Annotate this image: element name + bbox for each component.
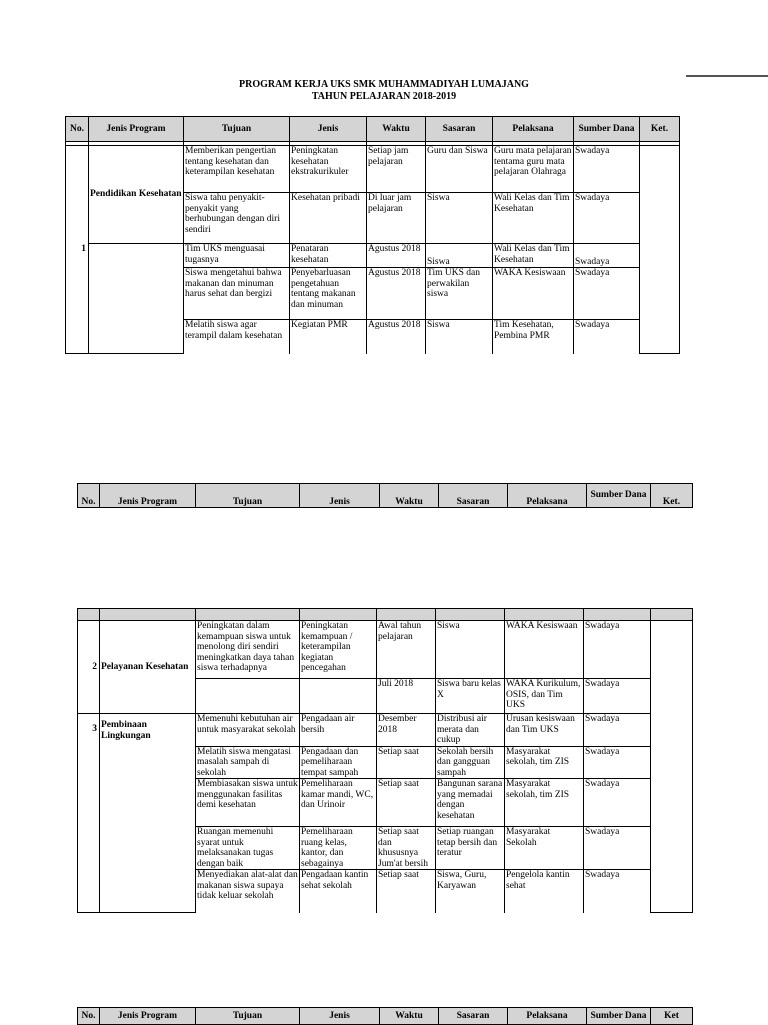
cell-waktu: Agustus 2018 <box>367 268 426 320</box>
cell-sumber: Swadaya <box>584 827 651 870</box>
col-header-waktu: Waktu <box>367 117 426 142</box>
cell-jenis <box>300 679 377 714</box>
col-header-tujuan: Tujuan <box>196 1008 300 1025</box>
cell-waktu: Setiap saat <box>377 779 436 827</box>
program-table-1 <box>65 116 680 354</box>
cell-pelaksana: Pengelola kantin sehat <box>505 870 584 913</box>
table-header-row <box>66 117 680 142</box>
col-header-no: No. <box>78 1008 100 1025</box>
cell-pelaksana: Tim Kesehatan, Pembina PMR <box>493 320 574 354</box>
cell-waktu: Awal tahun pelajaran <box>377 621 436 679</box>
cell-jenis: Pemeliharaan ruang kelas, kantor, dan sebagainya <box>300 827 377 870</box>
cell-tujuan: Tim UKS menguasai tugasnya <box>184 244 290 268</box>
cell-jenis: Kegiatan PMR <box>290 320 367 354</box>
cell-sumber: Swadaya <box>584 779 651 827</box>
cell-waktu: Desember 2018 <box>377 714 436 747</box>
table-row <box>66 146 680 193</box>
program-name: Pelayanan Kesehatan <box>100 621 196 714</box>
cell-sumber: Swadaya <box>574 268 640 320</box>
table-row <box>66 244 680 268</box>
cell-pelaksana: Masyarakat Sekolah <box>505 827 584 870</box>
col-header-sumber-dana: Sumber Dana <box>574 117 640 142</box>
col-header-ket: Ket. <box>640 117 680 142</box>
cell-jenis: Penyebarluasan pengetahuan tentang makanan dan minuman <box>290 268 367 320</box>
cell-sasaran: Sekolah bersih dan gangguan sampah <box>436 746 505 779</box>
cell-sumber: Swadaya <box>584 714 651 747</box>
col-header-waktu: Waktu <box>380 1008 439 1025</box>
program-table-2-header <box>77 483 693 508</box>
cell-jenis: Pemeliharaan kamar mandi, WC, dan Urinoir <box>300 779 377 827</box>
cell-sasaran: Bangunan sarana yang memadai dengan kesehatan <box>436 779 505 827</box>
table-row <box>78 714 693 747</box>
cell-tujuan: Melatih siswa mengatasi masalah sampah di sekolah <box>196 746 300 779</box>
cell-waktu: Juli 2018 <box>377 679 436 714</box>
cell-tujuan: Siswa tahu penyakit-penyakit yang berhubungan dengan diri sendiri <box>184 193 290 244</box>
cell-jenis: Pengadaan air bersih <box>300 714 377 747</box>
cell-pelaksana: Wali Kelas dan Tim Kesehatan <box>493 193 574 244</box>
cell-jenis: Pengadaan dan pemeliharaan tempat sampah <box>300 746 377 779</box>
cell-sasaran: Setiap ruangan tetap bersih dan teratur <box>436 827 505 870</box>
col-header-sasaran: Sasaran <box>439 1008 508 1025</box>
cell-tujuan: Siswa mengetahui bahwa makanan dan minuman harus sehat dan bergizi <box>184 268 290 320</box>
row-number: 2 <box>78 621 100 714</box>
row-number: 3 <box>78 714 100 913</box>
cell-pelaksana: Urusan kesiswaan dan Tim UKS <box>505 714 584 747</box>
program-name: Pembinaan Lingkungan <box>100 714 196 913</box>
cell-waktu: Setiap saat <box>377 746 436 779</box>
table-header-row <box>78 609 693 621</box>
col-header-ket: Ket <box>651 1008 693 1025</box>
cell-pelaksana: Masyarakat sekolah, tim ZIS <box>505 779 584 827</box>
cell-waktu: Agustus 2018 <box>367 320 426 354</box>
col-header-jenis-program: Jenis Program <box>100 1008 196 1025</box>
col-header-sasaran: Sasaran <box>426 117 493 142</box>
col-header-no: No. <box>78 484 100 508</box>
cell-sumber: Swadaya <box>574 244 640 268</box>
table-header-row <box>78 1008 693 1025</box>
cell-tujuan: Peningkatan dalam kemampuan siswa untuk menolong diri sendiri meningkatkan daya tahan siswa terhadapnya <box>196 621 300 679</box>
cell-sasaran: Siswa <box>436 621 505 679</box>
cell-sumber: Swadaya <box>584 621 651 679</box>
document-subtitle: TAHUN PELAJARAN 2018-2019 <box>311 91 457 102</box>
col-header-sumber-dana: Sumber Dana <box>587 1008 651 1025</box>
cell-sasaran: Siswa <box>426 320 493 354</box>
decorative-rule <box>686 75 768 77</box>
col-header-waktu: Waktu <box>380 484 439 508</box>
cell-waktu: Di luar jam pelajaran <box>367 193 426 244</box>
cell-sasaran: Distribusi air merata dan cukup <box>436 714 505 747</box>
cell-waktu: Setiap jam pelajaran <box>367 146 426 193</box>
program-table-3 <box>77 608 693 913</box>
cell-pelaksana: Guru mata pelajaran tentama guru mata pelajaran Olahraga <box>493 146 574 193</box>
col-header-jenis-program: Jenis Program <box>89 117 184 142</box>
col-header-ket: Ket. <box>651 484 693 508</box>
cell-tujuan: Memberikan pengertian tentang kesehatan dan keterampilan kesehatan <box>184 146 290 193</box>
cell-pelaksana: WAKA Kesiswaan <box>493 268 574 320</box>
col-header-jenis-program: Jenis Program <box>100 484 196 508</box>
col-header-jenis: Jenis <box>290 117 367 142</box>
cell-sumber: Swadaya <box>574 193 640 244</box>
cell-ket <box>651 621 693 913</box>
cell-tujuan: Menyediakan alat-alat dan makanan siswa supaya tidak keluar sekolah <box>196 870 300 913</box>
cell-sasaran: Siswa <box>426 244 493 268</box>
cell-jenis: Peningkatan kemampuan / keterampilan kegiatan pencegahan <box>300 621 377 679</box>
program-name: Pendidikan Kesehatan <box>89 146 184 244</box>
col-header-sumber-dana: Sumber Dana <box>587 484 651 508</box>
col-header-tujuan: Tujuan <box>184 117 290 142</box>
cell-pelaksana: WAKA Kesiswaan <box>505 621 584 679</box>
cell-sasaran: Tim UKS dan perwakilan siswa <box>426 268 493 320</box>
cell-tujuan: Melatih siswa agar terampil dalam kesehatan <box>184 320 290 354</box>
cell-sumber: Swadaya <box>574 146 640 193</box>
cell-sumber: Swadaya <box>584 679 651 714</box>
cell-jenis: Pengadaan kantin sehat sekolah <box>300 870 377 913</box>
cell-tujuan: Memenuhi kebutuhan air untuk masyarakat sekolah <box>196 714 300 747</box>
cell-sasaran: Guru dan Siswa <box>426 146 493 193</box>
col-header-pelaksana: Pelaksana <box>508 1008 587 1025</box>
col-header-jenis: Jenis <box>300 1008 380 1025</box>
cell-pelaksana: Masyarakat sekolah, tim ZIS <box>505 746 584 779</box>
cell-ket <box>640 146 680 354</box>
cell-jenis: Penataran kesehatan <box>290 244 367 268</box>
cell-waktu: Setiap saat <box>377 870 436 913</box>
cell-jenis: Peningkatan kesehatan ekstrakurikuler <box>290 146 367 193</box>
cell-sasaran: Siswa <box>426 193 493 244</box>
cell-sumber: Swadaya <box>584 870 651 913</box>
cell-sumber: Swadaya <box>574 320 640 354</box>
cell-sasaran: Siswa baru kelas X <box>436 679 505 714</box>
cell-tujuan <box>196 679 300 714</box>
cell-sumber: Swadaya <box>584 746 651 779</box>
cell-pelaksana: WAKA Kurikulum, OSIS, dan Tim UKS <box>505 679 584 714</box>
table-row <box>78 621 693 679</box>
document-title: PROGRAM KERJA UKS SMK MUHAMMADIYAH LUMAJANG <box>239 79 529 90</box>
row-number: 1 <box>66 146 89 354</box>
col-header-pelaksana: Pelaksana <box>508 484 587 508</box>
cell-waktu: Setiap saat dan khususnya Jum'at bersih <box>377 827 436 870</box>
cell-pelaksana: Wali Kelas dan Tim Kesehatan <box>493 244 574 268</box>
program-table-4-header <box>77 1007 693 1025</box>
col-header-sasaran: Sasaran <box>439 484 508 508</box>
cell-tujuan: Membiasakan siswa untuk menggunakan fasilitas demi kesehatan <box>196 779 300 827</box>
table-header-row <box>78 484 693 508</box>
cell-jenis: Kesehatan pribadi <box>290 193 367 244</box>
col-header-no: No. <box>66 117 89 142</box>
cell-waktu: Agustus 2018 <box>367 244 426 268</box>
cell-tujuan: Ruangan memenuhi syarat untuk melaksanakan tugas dengan baik <box>196 827 300 870</box>
col-header-pelaksana: Pelaksana <box>493 117 574 142</box>
col-header-tujuan: Tujuan <box>196 484 300 508</box>
cell-sasaran: Siswa, Guru, Karyawan <box>436 870 505 913</box>
col-header-jenis: Jenis <box>300 484 380 508</box>
